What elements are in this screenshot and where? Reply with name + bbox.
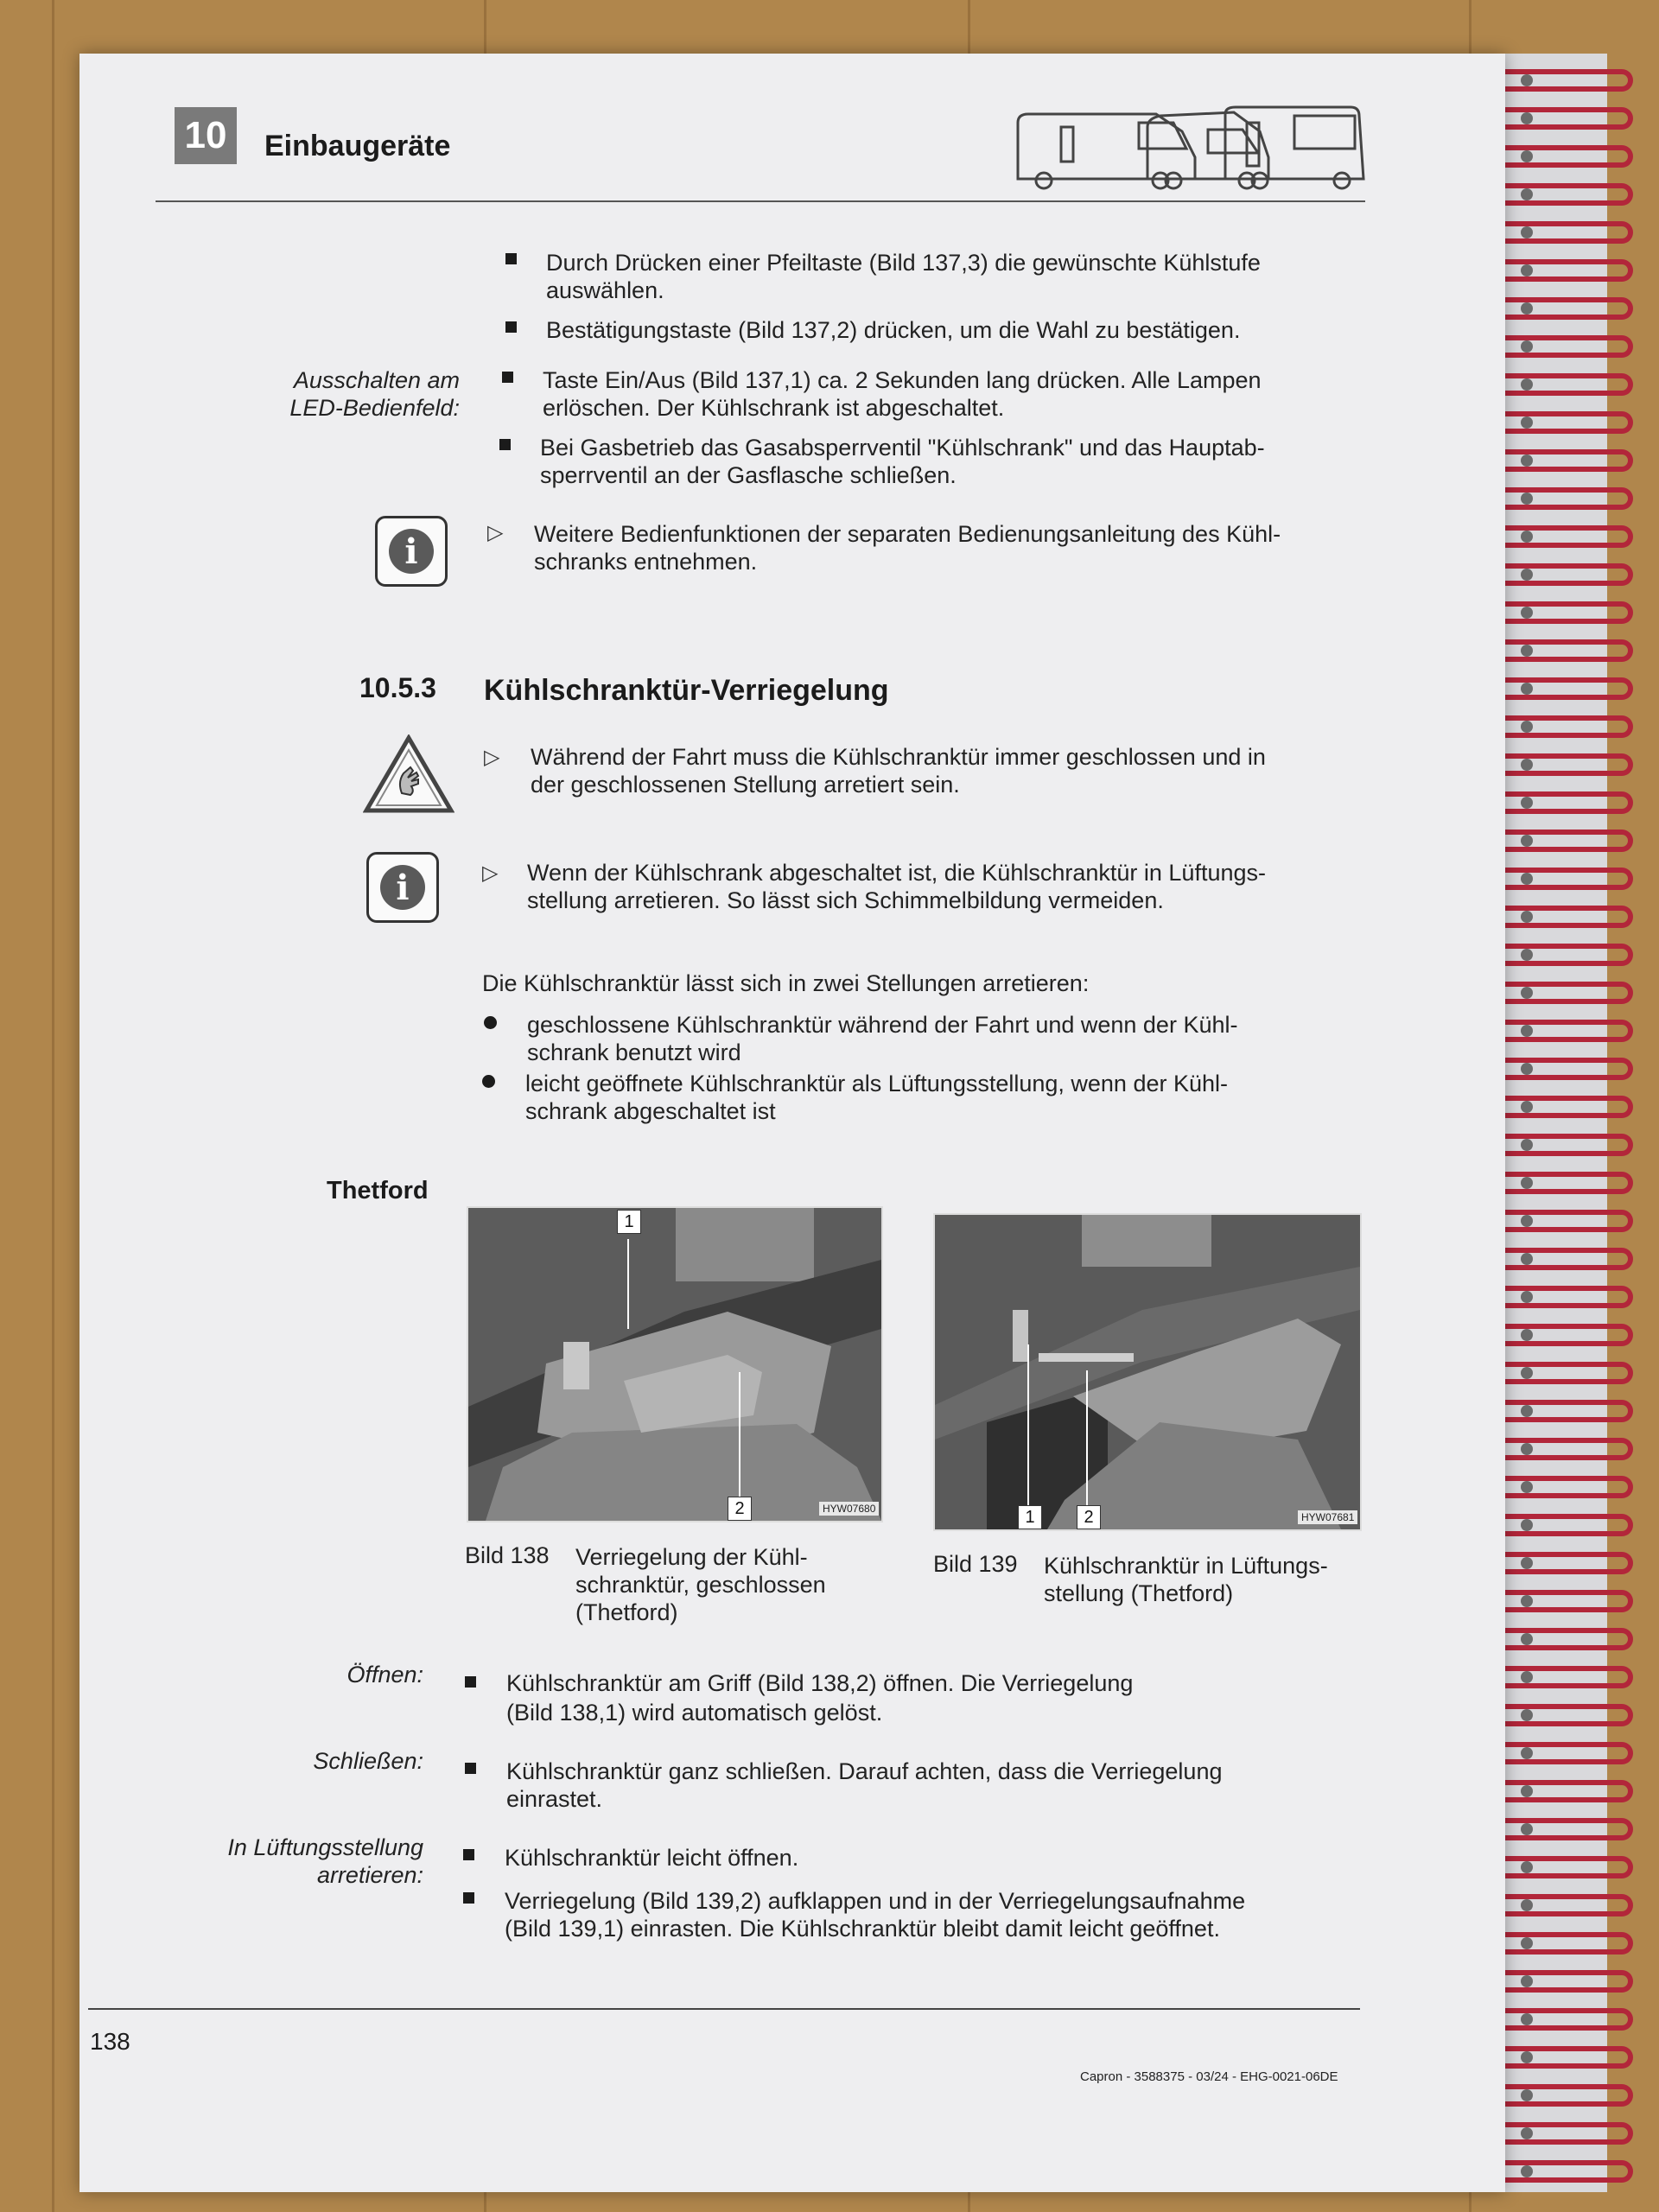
binding-ring-icon <box>1503 1438 1633 1460</box>
binding-ring-icon <box>1503 2122 1633 2145</box>
binding-ring-icon <box>1503 1590 1633 1612</box>
binding-ring-icon <box>1503 335 1633 358</box>
figure-label: Bild 139 <box>933 1551 1018 1577</box>
binding-ring-icon <box>1503 1780 1633 1802</box>
step-text: Taste Ein/Aus (Bild 137,1) ca. 2 Sekunden lang drücken. Alle Lampen <box>543 367 1262 393</box>
binding-ring-icon <box>1503 791 1633 814</box>
footer-code: Capron - 3588375 - 03/24 - EHG-0021-06DE <box>1080 2069 1338 2084</box>
section-number: 10.5.3 <box>359 672 436 703</box>
step-text: Kühlschranktür am Griff (Bild 138,2) öffnen. Die Verriegelung <box>506 1670 1134 1696</box>
binding-ring-icon <box>1503 525 1633 548</box>
note-text: Während der Fahrt muss die Kühlschranktür immer geschlossen und in <box>531 744 1266 770</box>
step-text: Bestätigungstaste (Bild 137,2) drücken, um die Wahl zu bestätigen. <box>546 317 1241 343</box>
binding-ring-icon <box>1503 1514 1633 1536</box>
figure-label: Bild 138 <box>465 1542 550 1568</box>
binding-ring-icon <box>1503 1096 1633 1118</box>
list-item: schrank abgeschaltet ist <box>525 1098 776 1124</box>
info-icon: i <box>366 852 439 923</box>
binding-ring-icon <box>1503 1134 1633 1156</box>
binding-ring-icon <box>1503 1020 1633 1042</box>
binding-ring-icon <box>1503 1932 1633 1955</box>
binding-ring-icon <box>1503 944 1633 966</box>
figure-caption: stellung (Thetford) <box>1044 1580 1234 1606</box>
step-text: Durch Drücken einer Pfeiltaste (Bild 137,3) die gewünschte Kühlstufe <box>546 250 1261 276</box>
binding-ring-icon <box>1503 221 1633 244</box>
binding-ring-icon <box>1503 1894 1633 1916</box>
binding-ring-icon <box>1503 1666 1633 1688</box>
binding-ring-icon <box>1503 906 1633 928</box>
binding-ring-icon <box>1503 107 1633 130</box>
page-number: 138 <box>90 2028 130 2055</box>
chapter-number: 10 <box>175 107 237 164</box>
step-text: (Bild 138,1) wird automatisch gelöst. <box>506 1700 883 1726</box>
binding-ring-icon <box>1503 2084 1633 2107</box>
binding-ring-icon <box>1503 297 1633 320</box>
binding-ring-icon <box>1503 753 1633 776</box>
binding-ring-icon <box>1503 1628 1633 1650</box>
step-text: Verriegelung (Bild 139,2) aufklappen und in der Verriegelungsaufnahme <box>505 1888 1246 1914</box>
bullet-square-icon <box>502 372 513 383</box>
list-item: geschlossene Kühlschranktür während der Fahrt und wenn der Kühl- <box>527 1012 1238 1038</box>
chapter-title: Einbaugeräte <box>264 130 451 162</box>
binding-ring-icon <box>1503 1856 1633 1878</box>
binding-ring-icon <box>1503 69 1633 92</box>
manual-page <box>79 54 1505 2192</box>
binding-ring-icon <box>1503 1970 1633 1993</box>
binding-ring-icon <box>1503 2008 1633 2031</box>
binding-ring-icon <box>1503 601 1633 624</box>
info-icon: i <box>375 516 448 587</box>
binding-ring-icon <box>1503 373 1633 396</box>
margin-label: Öffnen: <box>346 1662 423 1688</box>
binding-ring-icon <box>1503 411 1633 434</box>
binding-ring-icon <box>1503 1552 1633 1574</box>
binding-ring-icon <box>1503 259 1633 282</box>
binding-ring-icon <box>1503 1286 1633 1308</box>
binding-ring-icon <box>1503 563 1633 586</box>
brand-label: Thetford <box>327 1177 429 1205</box>
arrow-right-icon: ▷ <box>484 746 500 769</box>
figure-caption: Verriegelung der Kühl- <box>575 1544 808 1570</box>
figure-code: HYW07681 <box>1298 1510 1357 1524</box>
margin-label: arretieren: <box>316 1862 423 1888</box>
binding-ring-icon <box>1503 639 1633 662</box>
bullet-dot-icon <box>482 1075 495 1088</box>
step-text: Bei Gasbetrieb das Gasabsperrventil "Kühlschrank" und das Hauptab- <box>540 435 1265 461</box>
margin-label: Schließen: <box>313 1748 423 1774</box>
binding-ring-icon <box>1503 1324 1633 1346</box>
list-item: schrank benutzt wird <box>527 1039 741 1065</box>
binding-ring-icon <box>1503 1248 1633 1270</box>
binding-ring-icon <box>1503 1704 1633 1726</box>
binding-ring-icon <box>1503 868 1633 890</box>
binding-ring-icon <box>1503 487 1633 510</box>
warning-hand-icon <box>363 734 454 814</box>
binding-ring-icon <box>1503 2160 1633 2183</box>
bullet-square-icon <box>505 253 517 264</box>
step-text: erlöschen. Der Kühlschrank ist abgeschaltet. <box>543 395 1005 421</box>
step-text: einrastet. <box>506 1786 603 1812</box>
figure-caption: (Thetford) <box>575 1599 678 1625</box>
binding-ring-icon <box>1503 1476 1633 1498</box>
step-text: Kühlschranktür leicht öffnen. <box>505 1845 799 1871</box>
bullet-square-icon <box>505 321 517 333</box>
binding-ring-icon <box>1503 1058 1633 1080</box>
arrow-right-icon: ▷ <box>482 861 499 885</box>
note-text: der geschlossenen Stellung arretiert sein. <box>531 772 960 798</box>
note-text: Wenn der Kühlschrank abgeschaltet ist, die Kühlschranktür in Lüftungs- <box>527 860 1266 886</box>
note-text: schranks entnehmen. <box>534 549 758 575</box>
bullet-square-icon <box>465 1676 476 1688</box>
bullet-dot-icon <box>484 1016 497 1029</box>
header-rule <box>156 200 1365 202</box>
figure-code: HYW07680 <box>819 1502 879 1516</box>
figure-138-photo <box>467 1206 883 1522</box>
footer-rule <box>88 2008 1360 2010</box>
step-text: sperrventil an der Gasflasche schließen. <box>540 462 957 488</box>
intro-text: Die Kühlschranktür lässt sich in zwei Stellungen arretieren: <box>482 970 1090 996</box>
binding-ring-icon <box>1503 449 1633 472</box>
step-text: auswählen. <box>546 277 664 303</box>
binding-ring-icon <box>1503 1172 1633 1194</box>
figure-callout: 2 <box>728 1497 752 1521</box>
note-text: stellung arretieren. So lässt sich Schimmelbildung vermeiden. <box>527 887 1164 913</box>
binding-ring-icon <box>1503 830 1633 852</box>
margin-label: Ausschalten am <box>293 367 460 393</box>
margin-label: In Lüftungsstellung <box>227 1834 423 1860</box>
margin-label: LED-Bedienfeld: <box>289 395 460 421</box>
binding-ring-icon <box>1503 1362 1633 1384</box>
bullet-square-icon <box>465 1763 476 1774</box>
arrow-right-icon: ▷ <box>487 521 504 544</box>
binding-ring-icon <box>1503 1818 1633 1840</box>
vehicles-logo-icon <box>1009 97 1372 192</box>
figure-caption: Kühlschranktür in Lüftungs- <box>1044 1553 1328 1579</box>
list-item: leicht geöffnete Kühlschranktür als Lüftungsstellung, wenn der Kühl- <box>525 1071 1229 1096</box>
figure-callout: 1 <box>617 1210 641 1234</box>
note-text: Weitere Bedienfunktionen der separaten Bedienungsanleitung des Kühl- <box>534 521 1281 547</box>
binding-ring-icon <box>1503 982 1633 1004</box>
binding-ring-icon <box>1503 145 1633 168</box>
figure-caption: schranktür, geschlossen <box>575 1572 826 1598</box>
binding-ring-icon <box>1503 1210 1633 1232</box>
bullet-square-icon <box>463 1892 474 1904</box>
binding-ring-icon <box>1503 1400 1633 1422</box>
binding-ring-icon <box>1503 677 1633 700</box>
figure-139-photo <box>933 1213 1362 1531</box>
section-title: Kühlschranktür-Verriegelung <box>484 674 889 707</box>
binding-ring-icon <box>1503 2046 1633 2069</box>
bullet-square-icon <box>499 439 511 450</box>
figure-callout: 2 <box>1077 1505 1101 1529</box>
bullet-square-icon <box>463 1849 474 1860</box>
binding-ring-icon <box>1503 183 1633 206</box>
binding-ring-icon <box>1503 1742 1633 1764</box>
step-text: Kühlschranktür ganz schließen. Darauf achten, dass die Verriegelung <box>506 1758 1223 1784</box>
step-text: (Bild 139,1) einrasten. Die Kühlschranktür bleibt damit leicht geöffnet. <box>505 1916 1220 1942</box>
binding-ring-icon <box>1503 715 1633 738</box>
figure-callout: 1 <box>1018 1505 1042 1529</box>
